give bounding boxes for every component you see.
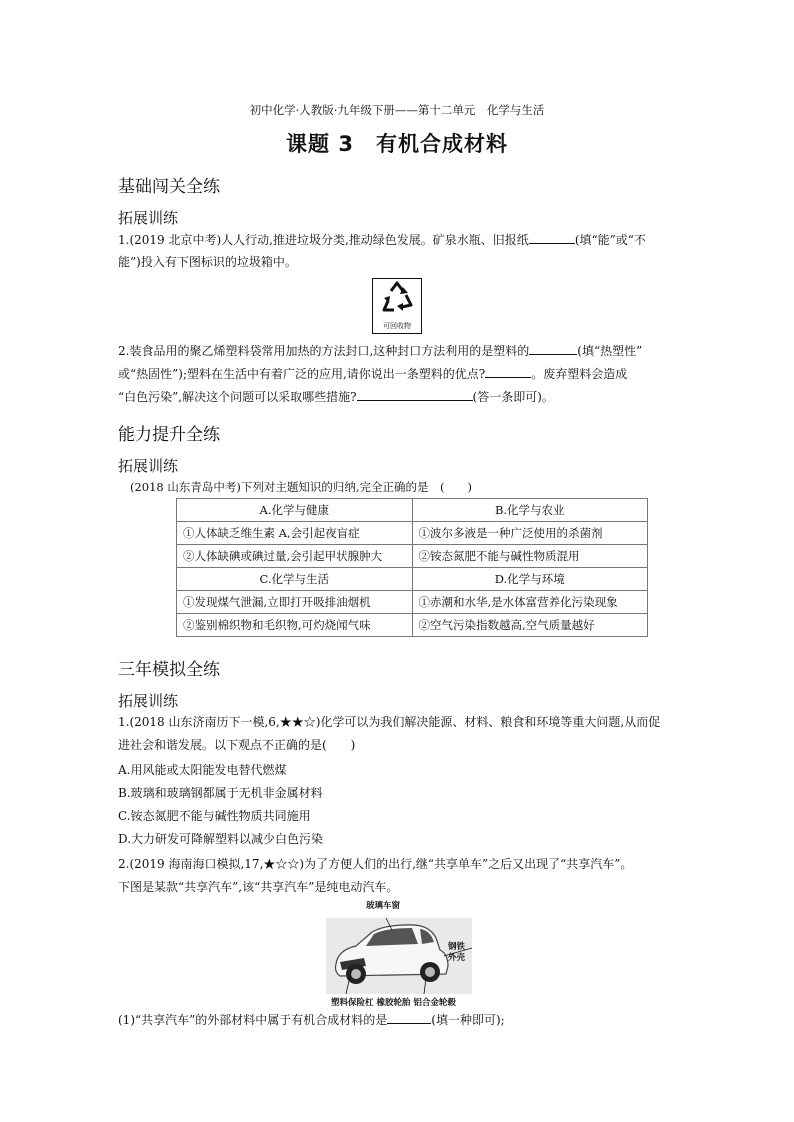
sub-question-text-tail: (填一种即可); [431, 1013, 505, 1027]
sub-question-text: (1)“共享汽车”的外部材料中属于有机合成材料的是 [118, 1013, 388, 1027]
question-1-text: 1.(2019 北京中考)人人行动,推进垃圾分类,推动绿色发展。矿泉水瓶、旧报纸 [118, 233, 529, 247]
table-head-d: D.化学与环境 [412, 568, 648, 591]
answer-blank[interactable] [529, 342, 577, 355]
recycle-icon [373, 279, 421, 319]
car-label-steel-2: 外壳 [448, 953, 466, 963]
table-cell: ①发现煤气泄漏,立即打开吸排油烟机 [177, 591, 413, 614]
table-cell: ①赤潮和水华,是水体富营养化污染现象 [412, 591, 648, 614]
mock-question-1-line-1: 1.(2018 山东济南历下一模,6,★★☆)化学可以为我们解决能源、材料、粮食和环境等重大问题,从而促 [118, 715, 661, 729]
page-header: 初中化学·人教版·九年级下册——第十二单元 化学与生活 [249, 103, 545, 117]
table-cell: ①人体缺乏维生素 A,会引起夜盲症 [177, 522, 413, 545]
car-label-steel-1: 钢铁 [448, 942, 466, 952]
mock-question-2-sub-1 [118, 1010, 505, 1030]
knowledge-table [176, 498, 648, 637]
table-cell: ②空气污染指数越高,空气质量越好 [412, 614, 648, 637]
option-d: D.大力研发可降解塑料以减少白色污染 [118, 832, 324, 846]
mock-question-2-line-1: 2.(2019 海南海口模拟,17,★☆☆)为了方便人们的出行,继“共享单车”之后又出现了“共享汽车”。 [118, 857, 633, 871]
car-label-bottom: 塑料保险杠 橡胶轮胎 铝合金轮毂 [331, 998, 456, 1008]
question-1-line-2: 能”)投入有下图标识的垃圾箱中。 [118, 255, 297, 269]
mock-question-2-line-2: 下图是某款“共享汽车”,该“共享汽车”是纯电动汽车。 [118, 880, 399, 894]
page-title: 课题 3 有机合成材料 [286, 132, 508, 156]
table-head-b: B.化学与农业 [412, 499, 648, 522]
answer-blank[interactable] [387, 1011, 431, 1024]
option-b: B.玻璃和玻璃钢都属于无机非金属材料 [118, 786, 323, 800]
subheading-training-2: 拓展训练 [118, 457, 179, 475]
table-cell: ①波尔多液是一种广泛使用的杀菌剂 [412, 522, 648, 545]
question-2-text: “白色污染”,解决这个问题可以采取哪些措施? [118, 390, 357, 404]
recycle-symbol [372, 278, 422, 334]
option-a: A.用风能或太阳能发电替代燃煤 [118, 763, 287, 777]
table-head-c: C.化学与生活 [177, 568, 413, 591]
section-heading-basic: 基础闯关全练 [118, 177, 220, 197]
mock-question-1-line-2: 进社会和谐发展。以下观点不正确的是( ) [118, 738, 356, 752]
car-label-glass: 玻璃车窗 [366, 901, 401, 911]
question-2-text: 2.装食品用的聚乙烯塑料袋常用加热的方法封口,这种封口方法利用的是塑料的 [118, 344, 530, 358]
table-head-a: A.化学与健康 [177, 499, 413, 522]
table-cell: ②铵态氮肥不能与碱性物质混用 [412, 545, 648, 568]
option-c: C.铵态氮肥不能与碱性物质共同施用 [118, 809, 311, 823]
section-heading-mock: 三年模拟全练 [118, 660, 220, 680]
recycle-label: 可回收物 [383, 322, 411, 330]
question-1-line-1 [118, 230, 646, 250]
table-cell: ②鉴别棉织物和毛织物,可灼烧闻气味 [177, 614, 413, 637]
subheading-training-1: 拓展训练 [118, 209, 179, 227]
section-heading-ability: 能力提升全练 [118, 425, 220, 445]
question-table-stem: (2018 山东青岛中考)下列对主题知识的归纳,完全正确的是 ( ) [130, 480, 473, 494]
answer-blank[interactable] [529, 231, 575, 244]
question-2-line-2 [118, 364, 627, 384]
question-2-text-tail: (填“热塑性” [577, 344, 643, 358]
answer-blank[interactable] [357, 388, 473, 401]
question-2-text-tail: (答一条即可)。 [472, 390, 554, 404]
subheading-training-3: 拓展训练 [118, 692, 179, 710]
answer-blank[interactable] [485, 365, 531, 378]
question-2-line-1 [118, 341, 642, 361]
question-1-text-tail: (填“能”或“不 [574, 233, 646, 247]
question-2-line-3 [118, 387, 554, 407]
table-cell: ②人体缺碘或碘过量,会引起甲状腺肿大 [177, 545, 413, 568]
question-2-text-tail: 。废弃塑料会造成 [531, 367, 628, 381]
question-2-text: 或“热固性”);塑料在生活中有着广泛的应用,请你说出一条塑料的优点? [118, 367, 486, 381]
